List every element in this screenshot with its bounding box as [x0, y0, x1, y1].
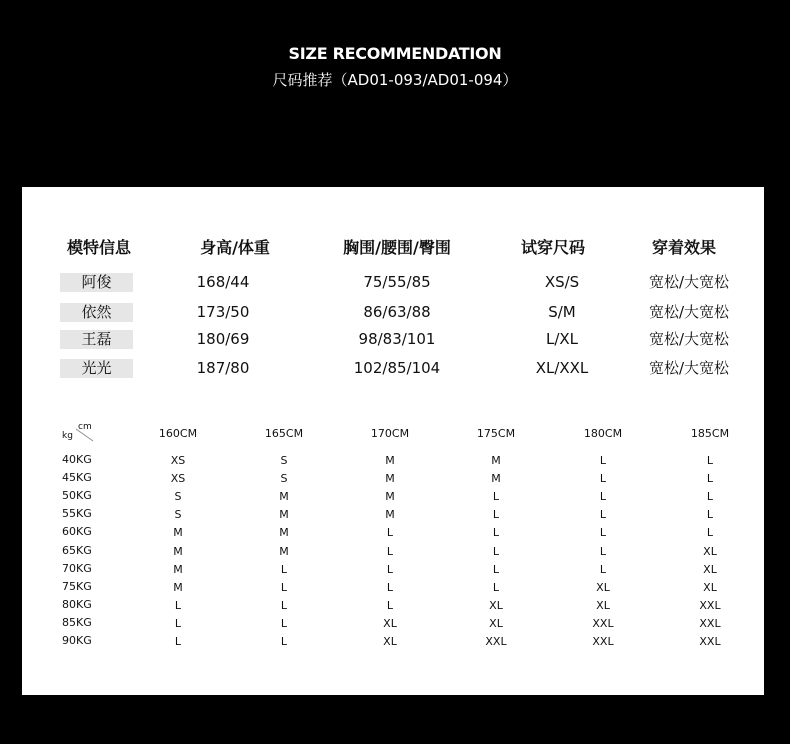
model-hw: 180/69 [196, 330, 250, 348]
size-cell: L [386, 562, 394, 576]
size-cell: XXL [485, 635, 507, 648]
size-cell: M [385, 490, 395, 504]
size-cell: L [599, 544, 607, 558]
model-bwh: 75/55/85 [363, 273, 431, 291]
size-cell: L [706, 472, 714, 486]
model-effect: 宽松/大宽松 [648, 359, 730, 377]
model-bwh: 86/63/88 [363, 303, 431, 321]
size-cell: M [279, 490, 289, 504]
model-header-4: 穿着效果 [651, 238, 716, 257]
corner-cm-label: cm [78, 422, 92, 432]
size-cell: L [386, 598, 394, 612]
size-cell: L [492, 508, 500, 522]
size-cell: L [492, 580, 500, 594]
model-header-3: 试穿尺码 [520, 238, 585, 257]
height-header: 165CM [264, 427, 304, 440]
size-cell: M [279, 508, 289, 522]
size-cell: L [280, 580, 288, 594]
size-cell: L [599, 454, 607, 467]
weight-label: 80KG [62, 597, 92, 611]
size-cell: L [599, 472, 607, 486]
weight-label: 65KG [62, 543, 92, 557]
size-cell: XL [596, 598, 610, 612]
size-cell: XL [703, 562, 717, 576]
size-cell: M [173, 562, 183, 576]
size-cell: XL [383, 635, 397, 648]
model-name: 阿俊 [60, 273, 133, 292]
size-cell: L [280, 616, 288, 630]
model-header-0: 模特信息 [66, 238, 131, 257]
size-cell: XL [383, 616, 397, 630]
size-cell: XXL [699, 616, 721, 630]
height-header: 160CM [158, 427, 198, 440]
size-cell: M [173, 544, 183, 558]
size-cell: XL [703, 544, 717, 558]
size-cell: XXL [592, 635, 614, 648]
size-cell: L [492, 562, 500, 576]
size-cell: L [386, 544, 394, 558]
model-hw: 173/50 [196, 303, 250, 321]
height-header: 170CM [370, 427, 410, 440]
size-cell: L [492, 544, 500, 558]
model-header-2: 胸围/腰围/臀围 [343, 238, 451, 257]
size-cell: L [492, 490, 500, 504]
model-name: 王磊 [60, 330, 133, 349]
size-cell: M [385, 472, 395, 486]
size-cell: XL [489, 598, 503, 612]
height-header: 175CM [476, 427, 516, 440]
size-cell: M [491, 454, 501, 467]
size-cell: L [706, 454, 714, 467]
size-cell: XXL [699, 598, 721, 612]
size-cell: L [280, 635, 288, 648]
weight-label: 50KG [62, 489, 92, 503]
model-size: XL/XXL [535, 359, 589, 377]
weight-label: 75KG [62, 579, 92, 593]
model-size: S/M [548, 303, 576, 321]
height-header: 180CM [583, 427, 623, 440]
page-title: SIZE RECOMMENDATION [288, 44, 502, 63]
size-cell: L [706, 490, 714, 504]
weight-label: 40KG [62, 453, 92, 466]
model-size: L/XL [545, 330, 579, 348]
model-size: XS/S [544, 273, 580, 291]
size-card [22, 187, 764, 695]
size-cell: L [599, 508, 607, 522]
model-effect: 宽松/大宽松 [648, 303, 730, 321]
size-cell: M [173, 526, 183, 540]
model-header-1: 身高/体重 [200, 238, 270, 257]
weight-label: 70KG [62, 561, 92, 575]
size-cell: S [174, 490, 182, 504]
size-cell: L [599, 562, 607, 576]
size-cell: XXL [699, 635, 721, 648]
model-name: 依然 [60, 303, 133, 322]
size-cell: XL [596, 580, 610, 594]
weight-label: 55KG [62, 507, 92, 521]
size-cell: L [386, 580, 394, 594]
size-cell: M [173, 580, 183, 594]
corner-kg-label: kg [62, 431, 73, 441]
size-cell: L [599, 526, 607, 540]
weight-label: 85KG [62, 615, 92, 629]
model-name: 光光 [60, 359, 133, 378]
model-effect: 宽松/大宽松 [648, 330, 730, 348]
size-cell: L [280, 598, 288, 612]
size-cell: L [280, 562, 288, 576]
weight-label: 60KG [62, 525, 92, 539]
model-bwh: 102/85/104 [353, 359, 441, 377]
model-hw: 187/80 [196, 359, 250, 377]
size-cell: L [599, 490, 607, 504]
size-cell: XL [489, 616, 503, 630]
size-cell: XS [170, 454, 186, 467]
size-cell: L [706, 526, 714, 540]
size-cell: L [174, 635, 182, 648]
weight-label: 45KG [62, 471, 92, 485]
size-cell: XXL [592, 616, 614, 630]
size-cell: S [280, 454, 288, 467]
weight-label: 90KG [62, 634, 92, 647]
size-cell: L [386, 526, 394, 540]
size-cell: S [174, 508, 182, 522]
size-cell: M [491, 472, 501, 486]
size-cell: M [385, 454, 395, 467]
model-effect: 宽松/大宽松 [648, 273, 730, 291]
size-cell: M [279, 544, 289, 558]
page-subtitle: 尺码推荐（AD01-093/AD01-094） [272, 71, 518, 89]
model-bwh: 98/83/101 [358, 330, 436, 348]
size-cell: L [174, 616, 182, 630]
size-cell: L [492, 526, 500, 540]
size-cell: M [385, 508, 395, 522]
size-cell: L [706, 508, 714, 522]
size-cell: S [280, 472, 288, 486]
size-cell: M [279, 526, 289, 540]
model-hw: 168/44 [196, 273, 250, 291]
height-header: 185CM [690, 427, 730, 440]
size-cell: L [174, 598, 182, 612]
size-cell: XL [703, 580, 717, 594]
size-cell: XS [170, 472, 186, 486]
